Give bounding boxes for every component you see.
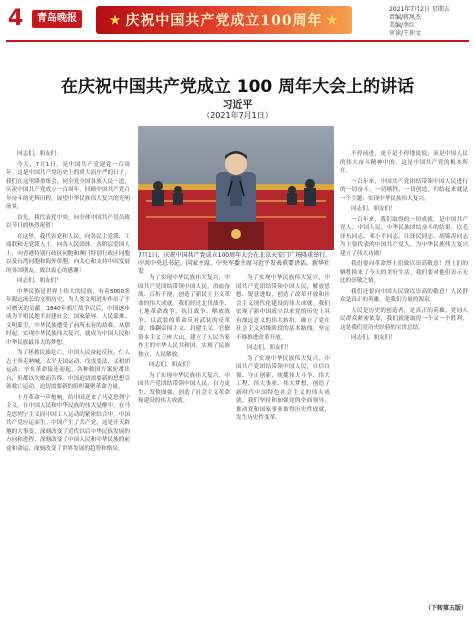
paragraph: 为了实现中华民族伟大复兴，中国共产党团结带领中国人民，自力更生、发愤图强，创造了社会主义革命和建设的伟大成就。 [138, 372, 230, 404]
article-date: （2021年7月1日） [202, 111, 273, 120]
article-title: 在庆祝中国共产党成立 100 周年大会上的讲话 [60, 77, 415, 97]
paragraph: 为了实现中华民族伟大复兴，中国共产党团结带领中国人民，浴血奋战、百折不挠，创造了新民主主义革命的伟大成就。我们经过北伐战争、土地革命战争、抗日战争、解放战争，以武装的革命反对武装的反革命，推翻帝国主义、封建主义、官僚资本主义三座大山，建立了人民当家作主的中华人民共和国，实现了民族独立、人民解放。 [138, 275, 230, 358]
paragraph: 十月革命一声炮响，给中国送来了马克思列宁主义。在中国人民和中华民族的伟大觉醒中，在马克思列宁主义同中国工人运动的紧密结合中，中国共产党应运而生。中国产生了共产党，这是开天辟地的大事变，深刻改变了近代以后中华民族发展的方向和进程，深刻改变了中国人民和中华民族的前途和命运，深刻改变了世界发展的趋势和格局。 [6, 394, 130, 452]
article-column-1 [6, 150, 130, 614]
photo-illustration [138, 126, 334, 250]
paragraph: 为了实现中华民族伟大复兴，中国共产党团结带领中国人民，解放思想、锐意进取，创造了改革开放和社会主义现代化建设的伟大成就。我们实现了新中国成立以来党的历史上具有深远意义的伟大转折，确立了党在社会主义初级阶段的基本路线，坚定不移推进改革开放。 [236, 275, 330, 341]
continued-note: （下转第五版） [424, 605, 467, 612]
paragraph: 同志们、朋友们！ [351, 206, 396, 212]
star-icon: ★ [109, 13, 122, 27]
page-header [0, 0, 475, 42]
article-column-2 [138, 274, 230, 614]
paragraph: 人民是历史的创造者，是真正的英雄。党同人民群众紧密依靠，我们就能取得一个又一个胜利，这是我们党历史经验的宝贵总结。 [340, 307, 468, 331]
paragraph: 不停前进，更不是不停地说说，而是中国人民的伟大奋斗精神中的，这是中国共产党的根本所在。 [340, 151, 468, 174]
paragraph: 一百年来，中国共产党团结带领中国人民进行的一切奋斗、一切牺牲、一切创造，归结起来就是一个主题：实现中华民族伟大复兴。 [340, 178, 468, 202]
paragraph: 首先，我代表党中央，向全体中国共产党员致以节日的热烈祝贺！ [6, 214, 130, 229]
news-photo [138, 126, 334, 250]
article-column-3 [236, 274, 330, 614]
paragraph: 今天，7月1日，是中国共产党建党一百周年。这是中国共产党历史上的重大而庄严的日子，我们在这里隆重集会，同全党全国各族人民一道，庆祝中国共产党成立一百周年，回顾中国共产党百年奋斗的光辉历程，展望中华民族伟大复兴的光明前景。 [6, 161, 130, 210]
paragraph: 为了实现中华民族伟大复兴，中国共产党团结带领中国人民，自信自强、守正创新，统揽伟大斗争、伟大工程、伟大事业、伟大梦想，创造了新时代中国特色社会主义的伟大成就。我们坚持和加强党的全面领导，推动党和国家事业取得历史性成就、发生历史性变革。 [236, 355, 330, 421]
paragraph: 我们还要向中国人民致以崇高的敬意！人民群众是真正的英雄，是我们力量的源泉。 [340, 288, 468, 303]
newspaper-logo: 青岛晚报 [32, 10, 82, 28]
photo-caption: 7月1日，庆祝中国共产党成立100周年大会在北京天安门广场隆重举行。中共中央总书记、国家主席、中央军委主席习近平发表重要讲话。新华社发 [138, 252, 332, 275]
meta-line: 责编/蒋凤杰 [389, 14, 422, 21]
paragraph: 在这里，我代表党和人民，向各民主党派、工商联和无党派人士，向各人民团体、各阶层爱国人士，向香港特别行政区同胞和澳门特别行政区同胞以及台湾同胞和海外侨胞，向关心和支持中国发展的各国朋友，致以衷心的感谢！ [6, 233, 130, 274]
article-column-4 [340, 150, 468, 602]
paragraph: 中华民族是世界上伟大的民族，有着5000多年源远流长的文明历史，为人类文明进步作出了不可磨灭的贡献。1840年鸦片战争以后，中国逐步成为半殖民地半封建社会，国家蒙辱、人民蒙难、文明蒙尘，中华民族遭受了前所未有的劫难。从那时起，实现中华民族伟大复兴，就成为中国人民和中华民族最伟大的梦想。 [6, 288, 130, 346]
paragraph: 同志们、朋友们！ [17, 278, 62, 284]
paragraph: 一百年来，我们取得的一切成就，是中国共产党人、中国人民、中华民族团结奋斗的结果。以毛泽东同志、邓小平同志、江泽民同志、胡锦涛同志为主要代表的中国共产党人，为中华民族伟大复兴建立了伟大功勋！ [340, 216, 468, 257]
paragraph: 同志们、朋友们！ [351, 335, 396, 341]
header-divider [6, 40, 469, 42]
star-icon: ★ [326, 13, 339, 27]
anniversary-banner [96, 6, 352, 34]
paragraph: 同志们、朋友们！ [247, 345, 292, 351]
article-author: 习近平 [222, 100, 253, 111]
paragraph: 我们要向革命烈士们致以崇高敬意！烈士们的牺牲换来了今天的美好生活。我们要对他们表示无比的崇敬之情。 [340, 261, 468, 284]
edition-meta [389, 6, 469, 38]
meta-line: 审读/王仲文 [389, 30, 422, 37]
banner-text: 庆祝中国共产党成立100周年 [125, 13, 323, 29]
page-number: 4 [8, 6, 24, 31]
paragraph: 同志们、朋友们！ [149, 362, 194, 368]
meta-line: 2021年7月2日 星期五 [389, 6, 450, 13]
paragraph: 为了拯救民族危亡，中国人民奋起反抗，仁人志士奔走呐喊，太平天国运动、戊戌变法、义和团运动、辛亥革命接连而起，各种救国方案轮番出台，但都以失败而告终。中国迫切需要新的思想引领救亡运动，迫切需要新的组织凝聚革命力量。 [6, 350, 130, 390]
meta-line: 美编/李红 [389, 22, 416, 29]
paragraph: 同志们，朋友们： [17, 151, 62, 157]
